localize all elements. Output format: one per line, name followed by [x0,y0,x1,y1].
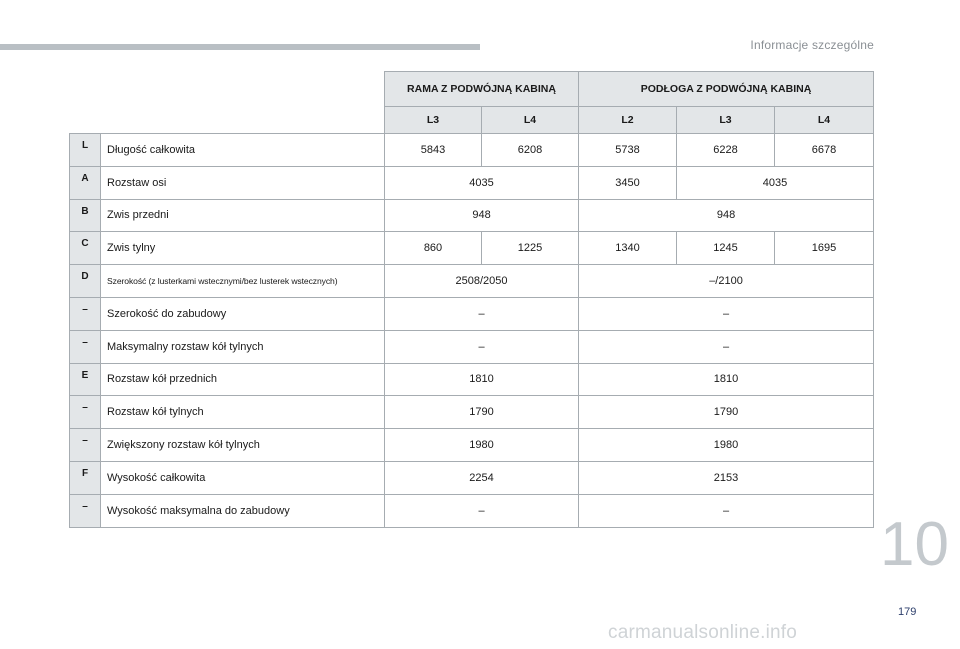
table-cell: 1245 [677,232,775,265]
table-row [70,134,874,167]
column-header: L4 [482,107,579,134]
table-cell: 4035 [385,166,579,199]
row-label: Zwis przedni [101,199,385,232]
table-cell: –/2100 [579,265,874,298]
dimensions-table [69,71,874,528]
header-empty-cell [70,72,385,134]
row-code: E [70,363,101,396]
table-cell: 6678 [775,134,874,167]
table-cell: 1340 [579,232,677,265]
group-header-floor: PODŁOGA Z PODWÓJNĄ KABINĄ [579,72,874,107]
table-cell: 4035 [677,166,874,199]
page-number: 179 [898,606,917,618]
column-header: L4 [775,107,874,134]
group-header-chassis: RAMA Z PODWÓJNĄ KABINĄ [385,72,579,107]
row-label: Długość całkowita [101,134,385,167]
table-cell: 1790 [385,396,579,429]
table-cell: 5843 [385,134,482,167]
table-row [70,330,874,363]
table-cell: 5738 [579,134,677,167]
table-cell: – [579,494,874,527]
table-row [70,232,874,265]
table-cell: 948 [579,199,874,232]
row-code: A [70,166,101,199]
table-cell: 1225 [482,232,579,265]
table-cell: 6228 [677,134,775,167]
table-row [70,429,874,462]
table-row [70,363,874,396]
table-cell: 860 [385,232,482,265]
row-label: Rozstaw kół tylnych [101,396,385,429]
column-header: L3 [677,107,775,134]
section-title: Informacje szczególne [750,38,874,52]
column-header: L3 [385,107,482,134]
table-row [70,494,874,527]
table-cell: 2254 [385,461,579,494]
table-cell: 1980 [579,429,874,462]
row-label: Maksymalny rozstaw kół tylnych [101,330,385,363]
table-cell: 3450 [579,166,677,199]
row-code: – [70,494,101,527]
table-cell: 1980 [385,429,579,462]
row-code: C [70,232,101,265]
row-code: F [70,461,101,494]
row-label: Rozstaw osi [101,166,385,199]
row-code: – [70,330,101,363]
table-cell: 2508/2050 [385,265,579,298]
table-cell: – [579,297,874,330]
row-label: Wysokość całkowita [101,461,385,494]
table-row [70,265,874,298]
row-code: D [70,265,101,298]
row-label: Szerokość (z lusterkami wstecznymi/bez lusterek wstecznych) [101,265,385,298]
row-label: Zwis tylny [101,232,385,265]
row-label: Rozstaw kół przednich [101,363,385,396]
row-label: Szerokość do zabudowy [101,297,385,330]
table-row [70,166,874,199]
header-bar [0,44,480,50]
row-code: – [70,396,101,429]
table-cell: 1810 [385,363,579,396]
table-row [70,297,874,330]
row-label: Zwiększony rozstaw kół tylnych [101,429,385,462]
table-cell: 1790 [579,396,874,429]
table-cell: – [385,330,579,363]
chapter-number: 10 [880,510,949,579]
row-code: L [70,134,101,167]
row-code: – [70,429,101,462]
row-code: – [70,297,101,330]
column-header: L2 [579,107,677,134]
table-cell: 6208 [482,134,579,167]
watermark: carmanualsonline.info [608,622,798,643]
table-cell: 948 [385,199,579,232]
table-cell: – [579,330,874,363]
table-row [70,396,874,429]
row-code: B [70,199,101,232]
table-row [70,461,874,494]
table-cell: 2153 [579,461,874,494]
table-cell: – [385,297,579,330]
table-row [70,199,874,232]
table-cell: – [385,494,579,527]
table-cell: 1695 [775,232,874,265]
table-cell: 1810 [579,363,874,396]
row-label: Wysokość maksymalna do zabudowy [101,494,385,527]
